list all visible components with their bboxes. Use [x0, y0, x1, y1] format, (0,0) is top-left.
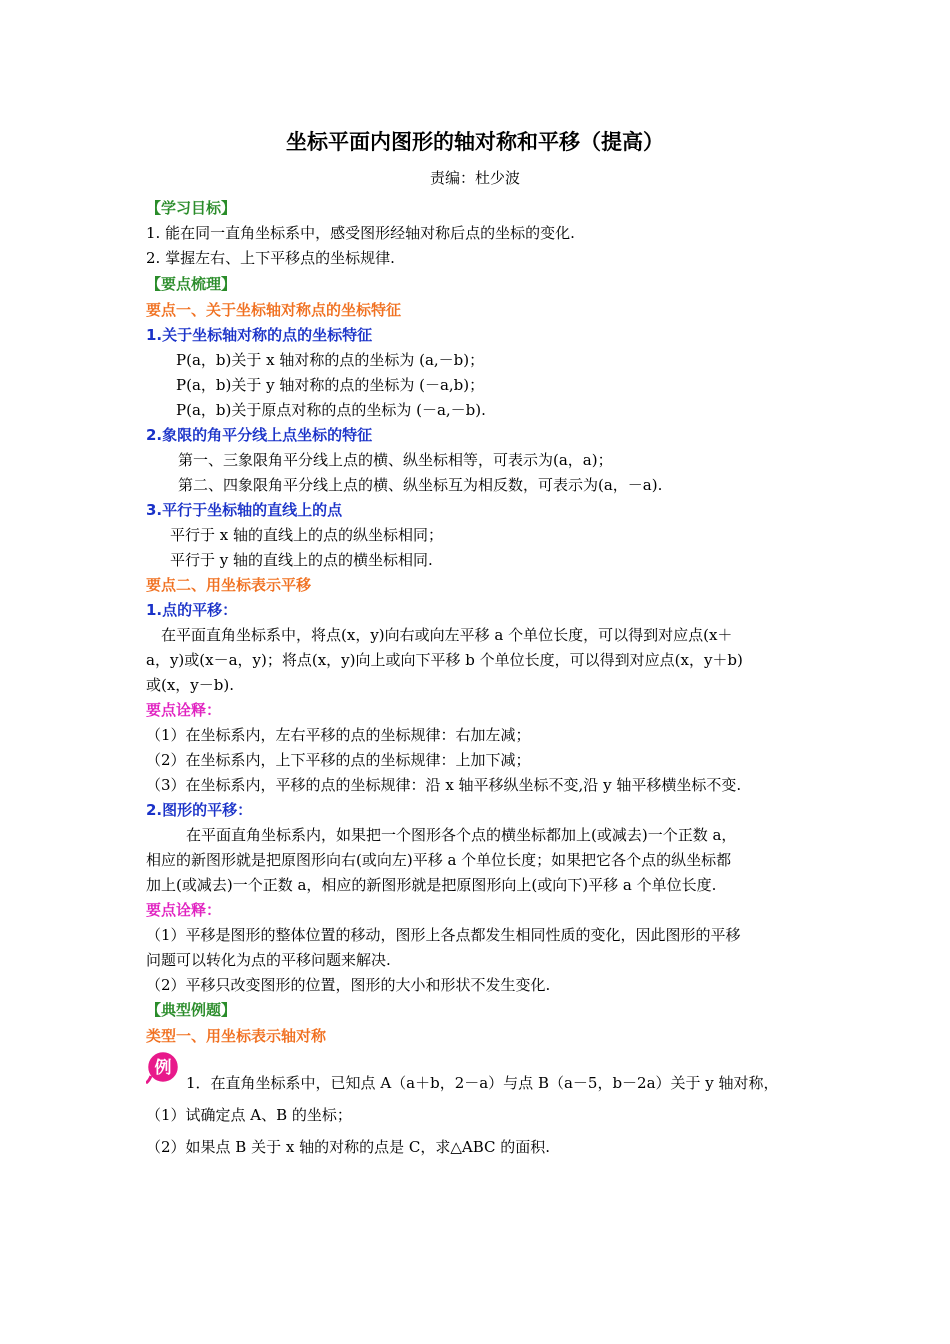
point1-heading: 要点一、关于坐标轴对称点的坐标特征: [146, 301, 402, 319]
type1-heading: 类型一、用坐标表示轴对称: [146, 1027, 327, 1045]
point2-sub2-heading: 2.图形的平移：: [146, 801, 253, 819]
figure-translation-text: 相应的新图形就是把原图形向右(或向左)平移 a 个单位长度；如果把它各个点的纵坐标都: [146, 851, 732, 869]
example-question: 1．在直角坐标系中，已知点 A（a＋b，2－a）与点 B（a－5，b－2a）关于 y 轴对称，: [186, 1074, 779, 1092]
section-heading-points: 【要点梳理】: [146, 275, 237, 293]
parallel-rule: 平行于 x 轴的直线上的点的纵坐标相同；: [170, 526, 443, 544]
point2-heading: 要点二、用坐标表示平移: [146, 576, 312, 594]
note-item: （2）平移只改变图形的位置，图形的大小和形状不发生变化.: [146, 976, 551, 994]
figure-translation-text: 在平面直角坐标系内，如果把一个图形各个点的横坐标都加上(或减去)一个正数 a，: [186, 826, 737, 844]
point1-sub3-heading: 3.平行于坐标轴的直线上的点: [146, 501, 343, 519]
figure-translation-text: 加上(或减去)一个正数 a，相应的新图形就是把原图形向上(或向下)平移 a 个单位长度.: [146, 876, 717, 894]
author-line: 责编：杜少波: [429, 169, 520, 187]
note-item: （3）在坐标系内，平移的点的坐标规律：沿 x 轴平移纵坐标不变,沿 y 轴平移横坐标不变.: [146, 776, 742, 794]
note-item: （2）在坐标系内，上下平移的点的坐标规律：上加下减；: [146, 751, 531, 769]
note-item: （1）平移是图形的整体位置的移动，图形上各点都发生相同性质的变化，因此图形的平移: [146, 926, 741, 944]
symmetry-rule: P(a，b)关于原点对称的点的坐标为 (－a,－b).: [176, 401, 486, 419]
symmetry-rule: P(a，b)关于 y 轴对称的点的坐标为 (－a,b)；: [176, 376, 485, 394]
example-part: （1）试确定点 A、B 的坐标；: [146, 1106, 352, 1124]
section-heading-examples: 【典型例题】: [146, 1001, 237, 1019]
note-heading: 要点诠释：: [146, 701, 222, 719]
bisector-rule: 第一、三象限角平分线上点的横、纵坐标相等，可表示为(a，a)；: [178, 451, 613, 469]
example-part: （2）如果点 B 关于 x 轴的对称的点是 C，求△ABC 的面积.: [146, 1138, 551, 1156]
point1-sub2-heading: 2.象限的角平分线上点坐标的特征: [146, 426, 373, 444]
note-item: （1）在坐标系内，左右平移的点的坐标规律：右加左减；: [146, 726, 531, 744]
note-item: 问题可以转化为点的平移问题来解决.: [146, 951, 391, 969]
goal-item: 2. 掌握左右、上下平移点的坐标规律.: [146, 249, 395, 267]
point-translation-text: a，y)或(x－a，y)；将点(x，y)向上或向下平移 b 个单位长度，可以得到对应点(x，y＋b): [146, 651, 743, 669]
example-badge-icon: [146, 1050, 180, 1084]
point-translation-text: 或(x，y－b).: [146, 676, 235, 694]
bisector-rule: 第二、四象限角平分线上点的横、纵坐标互为相反数，可表示为(a，－a).: [178, 476, 663, 494]
goal-item: 1. 能在同一直角坐标系中，感受图形经轴对称后点的坐标的变化.: [146, 224, 575, 242]
page-title: 坐标平面内图形的轴对称和平移（提高）: [286, 129, 664, 154]
point1-sub1-heading: 1.关于坐标轴对称的点的坐标特征: [146, 326, 373, 344]
parallel-rule: 平行于 y 轴的直线上的点的横坐标相同.: [170, 551, 433, 569]
section-heading-goals: 【学习目标】: [146, 199, 237, 217]
symmetry-rule: P(a，b)关于 x 轴对称的点的坐标为 (a,－b)；: [176, 351, 485, 369]
badge-label: 例: [154, 1058, 172, 1078]
point2-sub1-heading: 1.点的平移：: [146, 601, 238, 619]
note-heading: 要点诠释：: [146, 901, 222, 919]
point-translation-text: 在平面直角坐标系中，将点(x，y)向右或向左平移 a 个单位长度，可以得到对应点(x＋: [161, 626, 733, 644]
